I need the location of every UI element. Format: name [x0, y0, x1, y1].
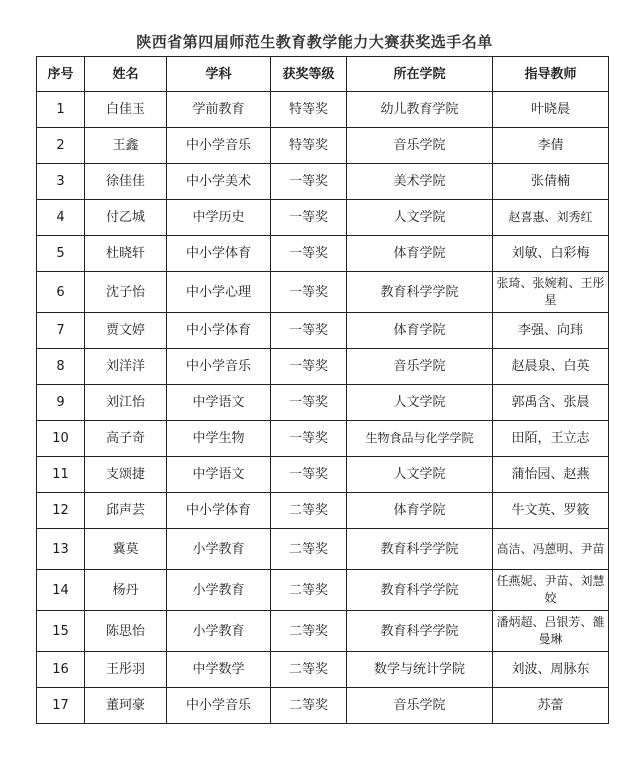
cell-subject: 中学数学 — [167, 652, 271, 688]
cell-advisor: 高洁、冯蒽明、尹苗 — [493, 529, 609, 570]
cell-no: 14 — [37, 570, 85, 611]
cell-no: 2 — [37, 128, 85, 164]
table-row — [37, 688, 609, 724]
cell-level: 一等奖 — [271, 236, 347, 272]
cell-advisor: 任燕妮、尹苗、刘慧姣 — [493, 570, 609, 611]
cell-name: 杜晓轩 — [85, 236, 167, 272]
table-row — [37, 200, 609, 236]
table-row — [37, 457, 609, 493]
cell-level: 一等奖 — [271, 164, 347, 200]
cell-level: 二等奖 — [271, 570, 347, 611]
table-row — [37, 128, 609, 164]
cell-advisor: 郭禹含、张晨 — [493, 385, 609, 421]
header-advisor: 指导教师 — [493, 57, 609, 92]
cell-advisor: 潘炳超、吕银芳、雒曼琳 — [493, 611, 609, 652]
cell-level: 二等奖 — [271, 493, 347, 529]
table-row — [37, 493, 609, 529]
header-no: 序号 — [37, 57, 85, 92]
cell-no: 16 — [37, 652, 85, 688]
cell-name: 邱声芸 — [85, 493, 167, 529]
cell-no: 4 — [37, 200, 85, 236]
cell-name: 刘江怡 — [85, 385, 167, 421]
cell-college: 幼儿教育学院 — [347, 92, 493, 128]
cell-level: 二等奖 — [271, 611, 347, 652]
table-row — [37, 349, 609, 385]
cell-name: 白佳玉 — [85, 92, 167, 128]
cell-college: 人文学院 — [347, 457, 493, 493]
cell-no: 1 — [37, 92, 85, 128]
cell-name: 高子奇 — [85, 421, 167, 457]
award-table — [36, 56, 609, 724]
cell-advisor: 田陌，王立志 — [493, 421, 609, 457]
cell-no: 13 — [37, 529, 85, 570]
cell-college: 教育科学学院 — [347, 272, 493, 313]
cell-name: 王彤羽 — [85, 652, 167, 688]
cell-level: 一等奖 — [271, 457, 347, 493]
cell-no: 15 — [37, 611, 85, 652]
cell-name: 沈子怡 — [85, 272, 167, 313]
cell-college: 教育科学学院 — [347, 570, 493, 611]
cell-college: 教育科学学院 — [347, 529, 493, 570]
table-row — [37, 313, 609, 349]
cell-subject: 中学语文 — [167, 457, 271, 493]
cell-no: 5 — [37, 236, 85, 272]
cell-level: 二等奖 — [271, 652, 347, 688]
cell-subject: 学前教育 — [167, 92, 271, 128]
cell-college: 体育学院 — [347, 313, 493, 349]
cell-subject: 小学教育 — [167, 529, 271, 570]
cell-college: 音乐学院 — [347, 128, 493, 164]
cell-subject: 中小学体育 — [167, 313, 271, 349]
cell-advisor: 刘敏、白彩梅 — [493, 236, 609, 272]
cell-level: 一等奖 — [271, 200, 347, 236]
cell-college: 人文学院 — [347, 385, 493, 421]
table-row — [37, 570, 609, 611]
cell-level: 二等奖 — [271, 529, 347, 570]
cell-advisor: 张琦、张婉莉、王彤星 — [493, 272, 609, 313]
cell-subject: 中学语文 — [167, 385, 271, 421]
cell-name: 徐佳佳 — [85, 164, 167, 200]
cell-subject: 中学历史 — [167, 200, 271, 236]
cell-subject: 中小学音乐 — [167, 128, 271, 164]
cell-subject: 中小学心理 — [167, 272, 271, 313]
cell-advisor: 叶晓晨 — [493, 92, 609, 128]
cell-subject: 小学教育 — [167, 611, 271, 652]
cell-subject: 中小学美术 — [167, 164, 271, 200]
cell-name: 支颂捷 — [85, 457, 167, 493]
cell-college: 体育学院 — [347, 236, 493, 272]
cell-name: 陈思怡 — [85, 611, 167, 652]
cell-advisor: 李强、向玮 — [493, 313, 609, 349]
cell-advisor: 赵晨泉、白英 — [493, 349, 609, 385]
table-row — [37, 611, 609, 652]
cell-level: 特等奖 — [271, 128, 347, 164]
cell-subject: 中学生物 — [167, 421, 271, 457]
cell-subject: 中小学体育 — [167, 493, 271, 529]
cell-name: 冀莫 — [85, 529, 167, 570]
cell-level: 一等奖 — [271, 313, 347, 349]
table-row — [37, 236, 609, 272]
cell-college: 数学与统计学院 — [347, 652, 493, 688]
table-row — [37, 164, 609, 200]
cell-subject: 中小学体育 — [167, 236, 271, 272]
header-college: 所在学院 — [347, 57, 493, 92]
cell-name: 付乙城 — [85, 200, 167, 236]
cell-subject: 中小学音乐 — [167, 349, 271, 385]
table-row — [37, 92, 609, 128]
cell-no: 9 — [37, 385, 85, 421]
cell-college: 教育科学学院 — [347, 611, 493, 652]
cell-subject: 中小学音乐 — [167, 688, 271, 724]
cell-no: 12 — [37, 493, 85, 529]
table-row — [37, 652, 609, 688]
cell-advisor: 赵喜惠、刘秀红 — [493, 200, 609, 236]
cell-no: 7 — [37, 313, 85, 349]
cell-advisor: 张倩楠 — [493, 164, 609, 200]
cell-college: 美术学院 — [347, 164, 493, 200]
cell-level: 一等奖 — [271, 385, 347, 421]
cell-no: 3 — [37, 164, 85, 200]
cell-no: 17 — [37, 688, 85, 724]
page-title: 陕西省第四届师范生教育教学能力大赛获奖选手名单 — [136, 33, 493, 51]
cell-level: 特等奖 — [271, 92, 347, 128]
cell-no: 11 — [37, 457, 85, 493]
cell-name: 杨丹 — [85, 570, 167, 611]
cell-name: 贾文婷 — [85, 313, 167, 349]
cell-subject: 小学教育 — [167, 570, 271, 611]
table-row — [37, 421, 609, 457]
cell-college: 体育学院 — [347, 493, 493, 529]
cell-advisor: 苏蕾 — [493, 688, 609, 724]
table-header-row — [37, 57, 609, 92]
cell-level: 一等奖 — [271, 272, 347, 313]
table-row — [37, 385, 609, 421]
header-name: 姓名 — [85, 57, 167, 92]
cell-advisor: 牛文英、罗筱 — [493, 493, 609, 529]
cell-level: 一等奖 — [271, 421, 347, 457]
cell-name: 王鑫 — [85, 128, 167, 164]
cell-college: 音乐学院 — [347, 349, 493, 385]
cell-advisor: 蒲怡园、赵燕 — [493, 457, 609, 493]
table-row — [37, 272, 609, 313]
header-level: 获奖等级 — [271, 57, 347, 92]
cell-advisor: 李倩 — [493, 128, 609, 164]
cell-advisor: 刘波、周脉东 — [493, 652, 609, 688]
cell-no: 10 — [37, 421, 85, 457]
cell-no: 8 — [37, 349, 85, 385]
cell-name: 董珂豪 — [85, 688, 167, 724]
cell-name: 刘洋洋 — [85, 349, 167, 385]
table-row — [37, 529, 609, 570]
cell-no: 6 — [37, 272, 85, 313]
cell-level: 二等奖 — [271, 688, 347, 724]
cell-level: 一等奖 — [271, 349, 347, 385]
header-subject: 学科 — [167, 57, 271, 92]
cell-college: 生物食品与化学学院 — [347, 421, 493, 457]
cell-college: 人文学院 — [347, 200, 493, 236]
cell-college: 音乐学院 — [347, 688, 493, 724]
